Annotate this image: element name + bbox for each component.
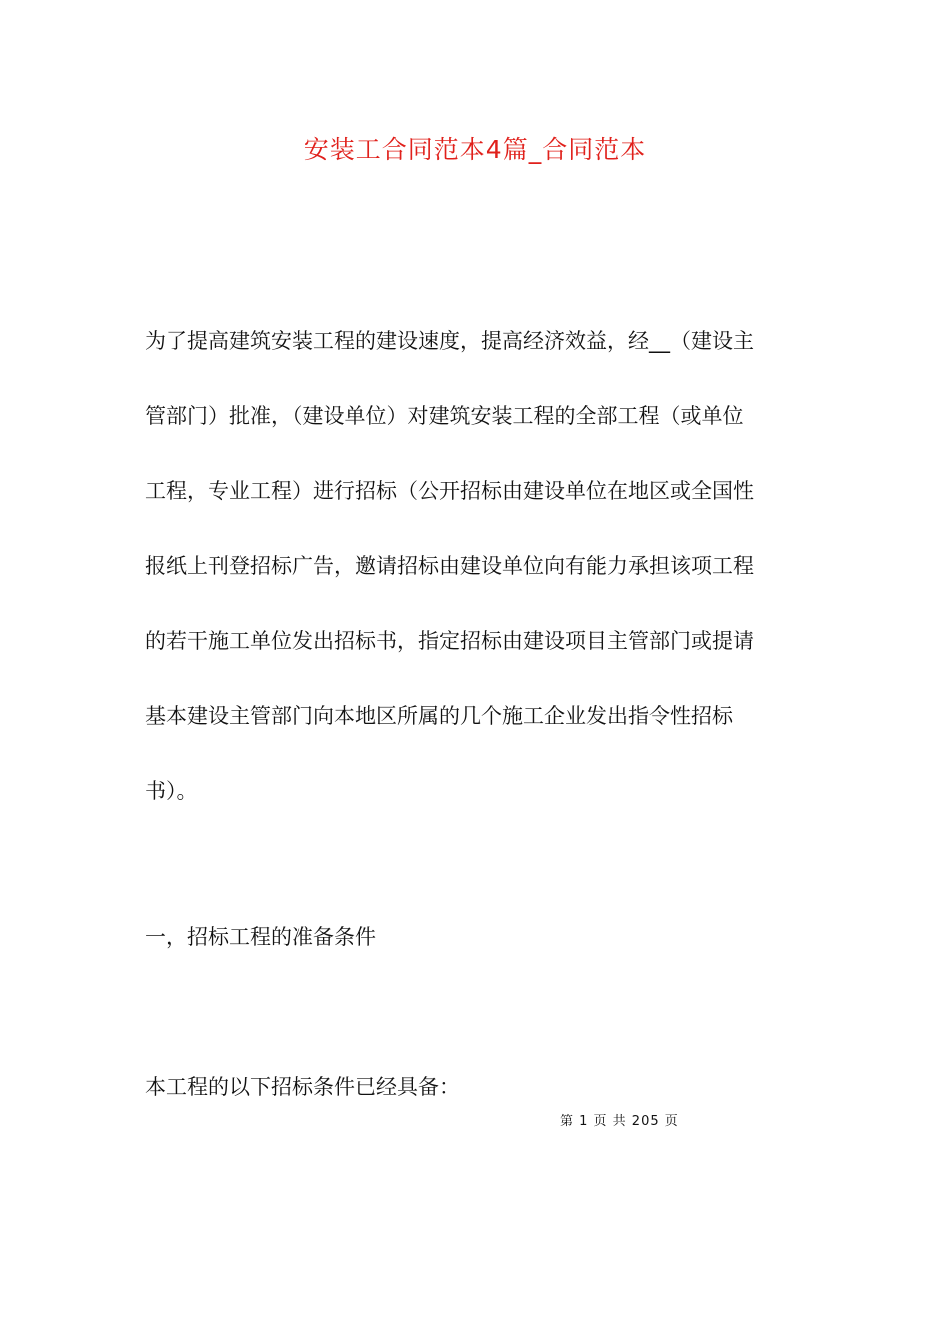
- section-paragraph: 本工程的以下招标条件已经具备：: [145, 1075, 460, 1099]
- intro-line: 管部门）批准，（建设单位）对建筑安装工程的全部工程（或单位: [145, 404, 744, 428]
- intro-line: 为了提高建筑安装工程的建设速度，提高经济效益，经__（建设主: [145, 329, 754, 353]
- intro-line: 基本建设主管部门向本地区所属的几个施工企业发出指令性招标: [145, 704, 733, 728]
- document-title: 安装工合同范本4篇_合同范本: [303, 135, 647, 164]
- section-heading: 一，招标工程的准备条件: [145, 925, 376, 949]
- intro-paragraph: [145, 304, 809, 829]
- intro-line: 报纸上刊登招标广告，邀请招标由建设单位向有能力承担该项工程: [145, 554, 754, 578]
- intro-line: 的若干施工单位发出招标书，指定招标由建设项目主管部门或提请: [145, 629, 754, 653]
- page-number: 第 1 页 共 205 页: [560, 1114, 679, 1129]
- intro-line: 书）。: [145, 779, 198, 803]
- intro-line: 工程，专业工程）进行招标（公开招标由建设单位在地区或全国性: [145, 479, 754, 503]
